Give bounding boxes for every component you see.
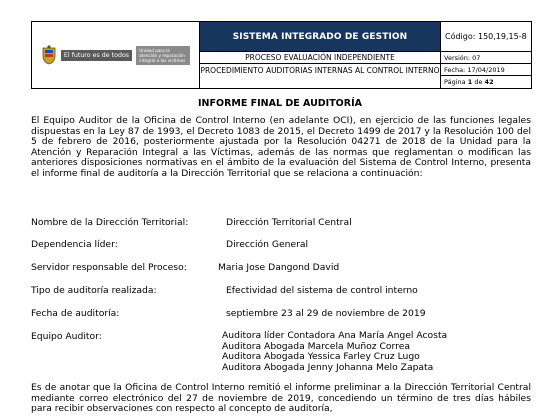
page-of: de <box>474 78 483 86</box>
field-value: Maria Jose Dangond David <box>218 262 340 273</box>
field-label: Servidor responsable del Proceso: <box>31 262 187 273</box>
field-label: Tipo de auditoría realizada: <box>31 285 157 296</box>
document-version: Versión: 07 <box>441 52 531 64</box>
document-header-table <box>31 21 532 89</box>
system-title: SISTEMA INTEGRADO DE GESTION <box>232 31 408 42</box>
field-label: Equipo Auditor: <box>31 331 102 342</box>
intro-paragraph: El Equipo Auditor de la Oficina de Control Interno (en adelante OCI), en ejercicio de las funciones legales dispuestas en la Ley 87 de 1993, el Decreto 1083 de 2015, el Decreto 1499 de 2017 y la Resolución 100 del 5 de febrero de 2016, posteriormente ajustada por la Resolución 04271 de 2018 de la Unidad para la Atención y Reparación Integral a las Víctimas, además de las normas que reglamentan o modifican las anteriores disposiciones normativas en el ámbito de la evaluación del Sistema de Control Interno, presenta el informe final de auditoría a la Dirección Territorial que se relaciona a continuación: <box>31 115 531 179</box>
process-name: PROCESO EVALUACIÓN INDEPENDIENTE <box>200 52 441 64</box>
logo-cell <box>32 22 200 88</box>
coat-of-arms-icon <box>41 45 57 65</box>
field-value: Dirección General <box>226 239 309 250</box>
auditor-name: Auditora Abogada Yessica Farley Cruz Lugo <box>222 351 420 363</box>
page-total: 42 <box>484 78 494 86</box>
field-label: Fecha de auditoría: <box>31 308 120 319</box>
field-value: Dirección Territorial Central <box>226 217 352 228</box>
page-label: Página <box>444 78 466 86</box>
field-label: Nombre de la Dirección Territorial: <box>31 217 189 228</box>
document-code: Código: 150,19,15-8 <box>441 22 531 52</box>
procedure-name: PROCEDIMIENTO AUDITORIAS INTERNAS AL CONTROL INTERNO <box>200 64 441 88</box>
auditor-name: Auditora Abogada Marcela Muñoz Correa <box>222 340 411 352</box>
logo-agency-name: Unidad para la atención y reparación integral a las víctimas <box>136 46 190 65</box>
closing-paragraph: Es de anotar que la Oficina de Control Interno remitió el informe preliminar a la Dirección Territorial Central mediante correo electrónico del 27 de noviembre de 2019, concediendo un término de tres días hábiles para recibir observaciones con respecto al concepto de auditoría, <box>31 382 531 415</box>
auditor-list <box>222 331 447 373</box>
field-value: septiembre 23 al 29 de noviembre de 2019 <box>226 308 426 319</box>
field-value: Efectividad del sistema de control interno <box>226 285 418 296</box>
logo-slogan: El futuro es de todos <box>61 50 132 61</box>
page-number <box>441 76 531 88</box>
report-title: INFORME FINAL DE AUDITORÍA <box>198 98 362 109</box>
field-label: Dependencia líder: <box>31 239 118 250</box>
system-title-cell <box>200 22 441 52</box>
auditor-name: Auditora líder Contadora Ana María Angel Acosta <box>222 330 448 341</box>
auditor-name: Auditora Abogada Jenny Johanna Melo Zapata <box>222 361 434 373</box>
page-current: 1 <box>467 78 473 86</box>
document-date: Fecha: 17/04/2019 <box>441 64 531 76</box>
government-logo <box>41 45 190 65</box>
